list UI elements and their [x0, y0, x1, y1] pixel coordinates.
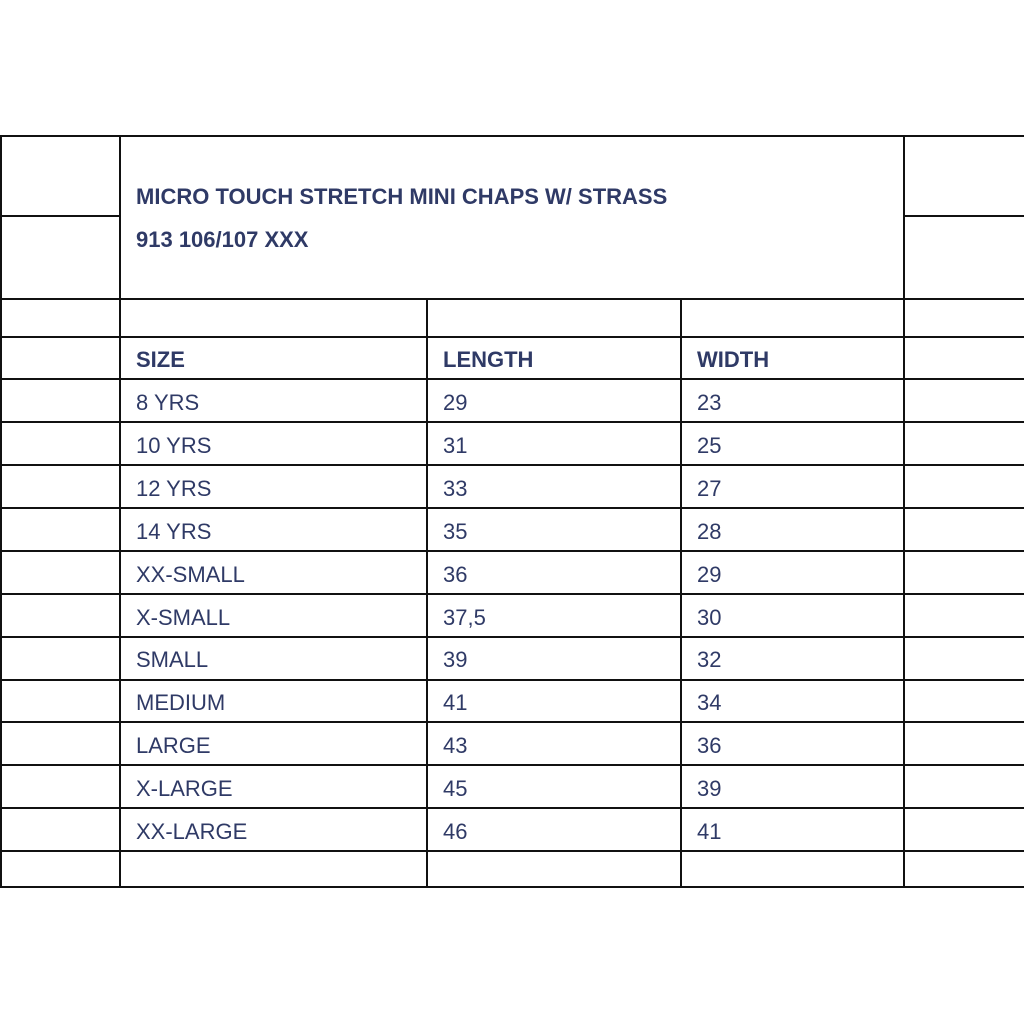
row-size: 10 YRS	[136, 433, 212, 458]
table-row	[0, 380, 1024, 423]
row-length: 29	[443, 390, 468, 415]
row-length: 39	[443, 647, 468, 672]
row-length: 33	[443, 476, 468, 501]
row-length: 35	[443, 519, 468, 544]
header-size: SIZE	[136, 347, 185, 372]
table-row	[0, 723, 1024, 766]
row-length: 46	[443, 819, 468, 844]
row-size: 8 YRS	[136, 390, 200, 415]
row-width: 34	[697, 690, 722, 715]
row-length: 37,5	[443, 605, 486, 630]
row-size: LARGE	[136, 733, 211, 758]
row-size: MEDIUM	[136, 690, 226, 715]
table-row	[0, 595, 1024, 638]
row-size: SMALL	[136, 647, 209, 672]
row-width: 39	[697, 776, 722, 801]
table-row	[0, 552, 1024, 595]
table-header-row	[0, 337, 1024, 380]
row-length: 43	[443, 733, 468, 758]
product-title: MICRO TOUCH STRETCH MINI CHAPS W/ STRASS	[136, 184, 668, 209]
row-size: X-SMALL	[136, 605, 231, 630]
row-size: 12 YRS	[136, 476, 212, 501]
table-row	[0, 637, 1024, 680]
row-width: 30	[697, 605, 722, 630]
row-size: 14 YRS	[136, 519, 212, 544]
table-row	[0, 466, 1024, 509]
row-size: X-LARGE	[136, 776, 233, 801]
row-length: 36	[443, 562, 468, 587]
header-length: LENGTH	[443, 347, 534, 372]
product-code: 913 106/107 XXX	[136, 227, 309, 252]
row-width: 23	[697, 390, 722, 415]
row-length: 31	[443, 433, 468, 458]
row-length: 41	[443, 690, 468, 715]
table-row	[0, 423, 1024, 466]
row-size: XX-SMALL	[136, 562, 245, 587]
row-width: 32	[697, 647, 722, 672]
row-length: 45	[443, 776, 468, 801]
row-size: XX-LARGE	[136, 819, 248, 844]
row-width: 28	[697, 519, 722, 544]
row-width: 27	[697, 476, 722, 501]
table-row	[0, 680, 1024, 723]
row-width: 25	[697, 433, 722, 458]
row-width: 36	[697, 733, 722, 758]
table-row	[0, 809, 1024, 852]
table-row	[0, 509, 1024, 552]
row-width: 41	[697, 819, 722, 844]
table-row	[0, 766, 1024, 809]
header-width: WIDTH	[697, 347, 770, 372]
row-width: 29	[697, 562, 722, 587]
